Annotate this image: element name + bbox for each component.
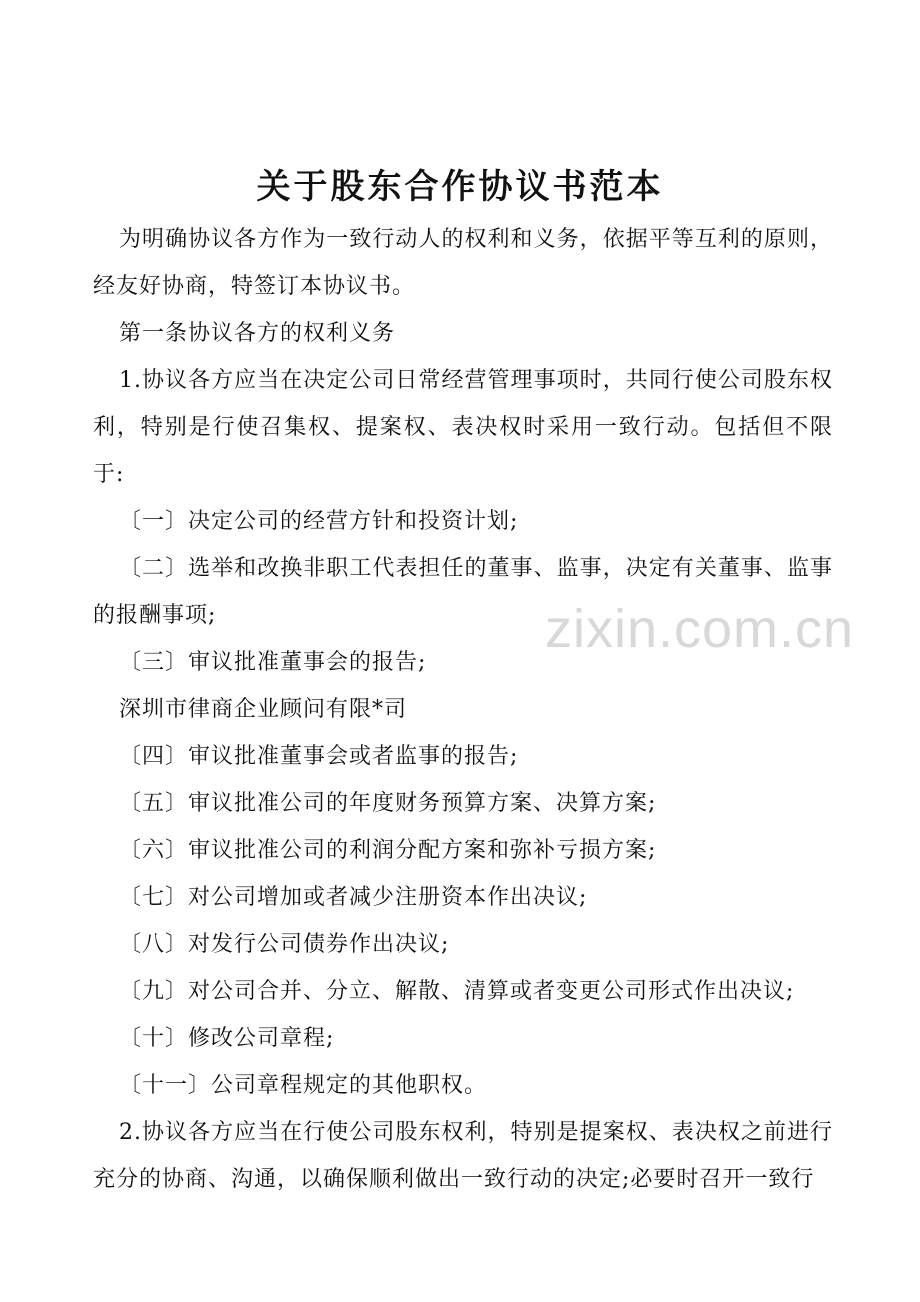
company-line: 深圳市律商企业顾问有限*司	[119, 697, 408, 722]
list-item: 〔六〕审议批准公司的利润分配方案和弥补亏损方案;	[119, 838, 657, 863]
list-item: 〔三〕审议批准董事会的报告;	[119, 650, 427, 675]
list-item: 〔一〕决定公司的经营方针和投资计划;	[119, 509, 519, 534]
list-item: 〔七〕对公司增加或者减少注册资本作出决议;	[119, 885, 588, 910]
article-heading: 第一条协议各方的权利义务	[119, 321, 396, 346]
list-item: 〔五〕审议批准公司的年度财务预算方案、决算方案;	[119, 791, 657, 816]
list-item: 〔四〕审议批准董事会或者监事的报告;	[119, 744, 519, 769]
list-item: 〔九〕对公司合并、分立、解散、清算或者变更公司形式作出决议;	[119, 979, 795, 1004]
list-item: 〔二〕选举和改换非职工代表担任的董事、监事，决定有关董事、监事的报酬事项;	[93, 556, 833, 628]
watermark-text: zixin.com.cn	[545, 599, 855, 659]
paragraph-clause-2: 2.协议各方应当在行使公司股东权利，特别是提案权、表决权之前进行充分的协商、沟通，以确保顺利做出一致行动的决定;必要时召开一致行	[93, 1120, 833, 1192]
list-item: 〔八〕对发行公司债券作出决议;	[119, 932, 450, 957]
paragraph-clause-1: 1.协议各方应当在决定公司日常经营管理事项时，共同行使公司股东权利，特别是行使召集权、提案权、表决权时采用一致行动。包括但不限于:	[93, 368, 833, 487]
document-body	[93, 216, 833, 1203]
paragraph-preamble: 为明确协议各方作为一致行动人的权利和义务，依据平等互利的原则，经友好协商，特签订本协议书。	[93, 227, 833, 299]
list-item: 〔十〕修改公司章程;	[119, 1026, 335, 1051]
document-title: 关于股东合作协议书范本	[256, 167, 664, 207]
list-item: 〔十一〕公司章程规定的其他职权。	[119, 1073, 488, 1098]
